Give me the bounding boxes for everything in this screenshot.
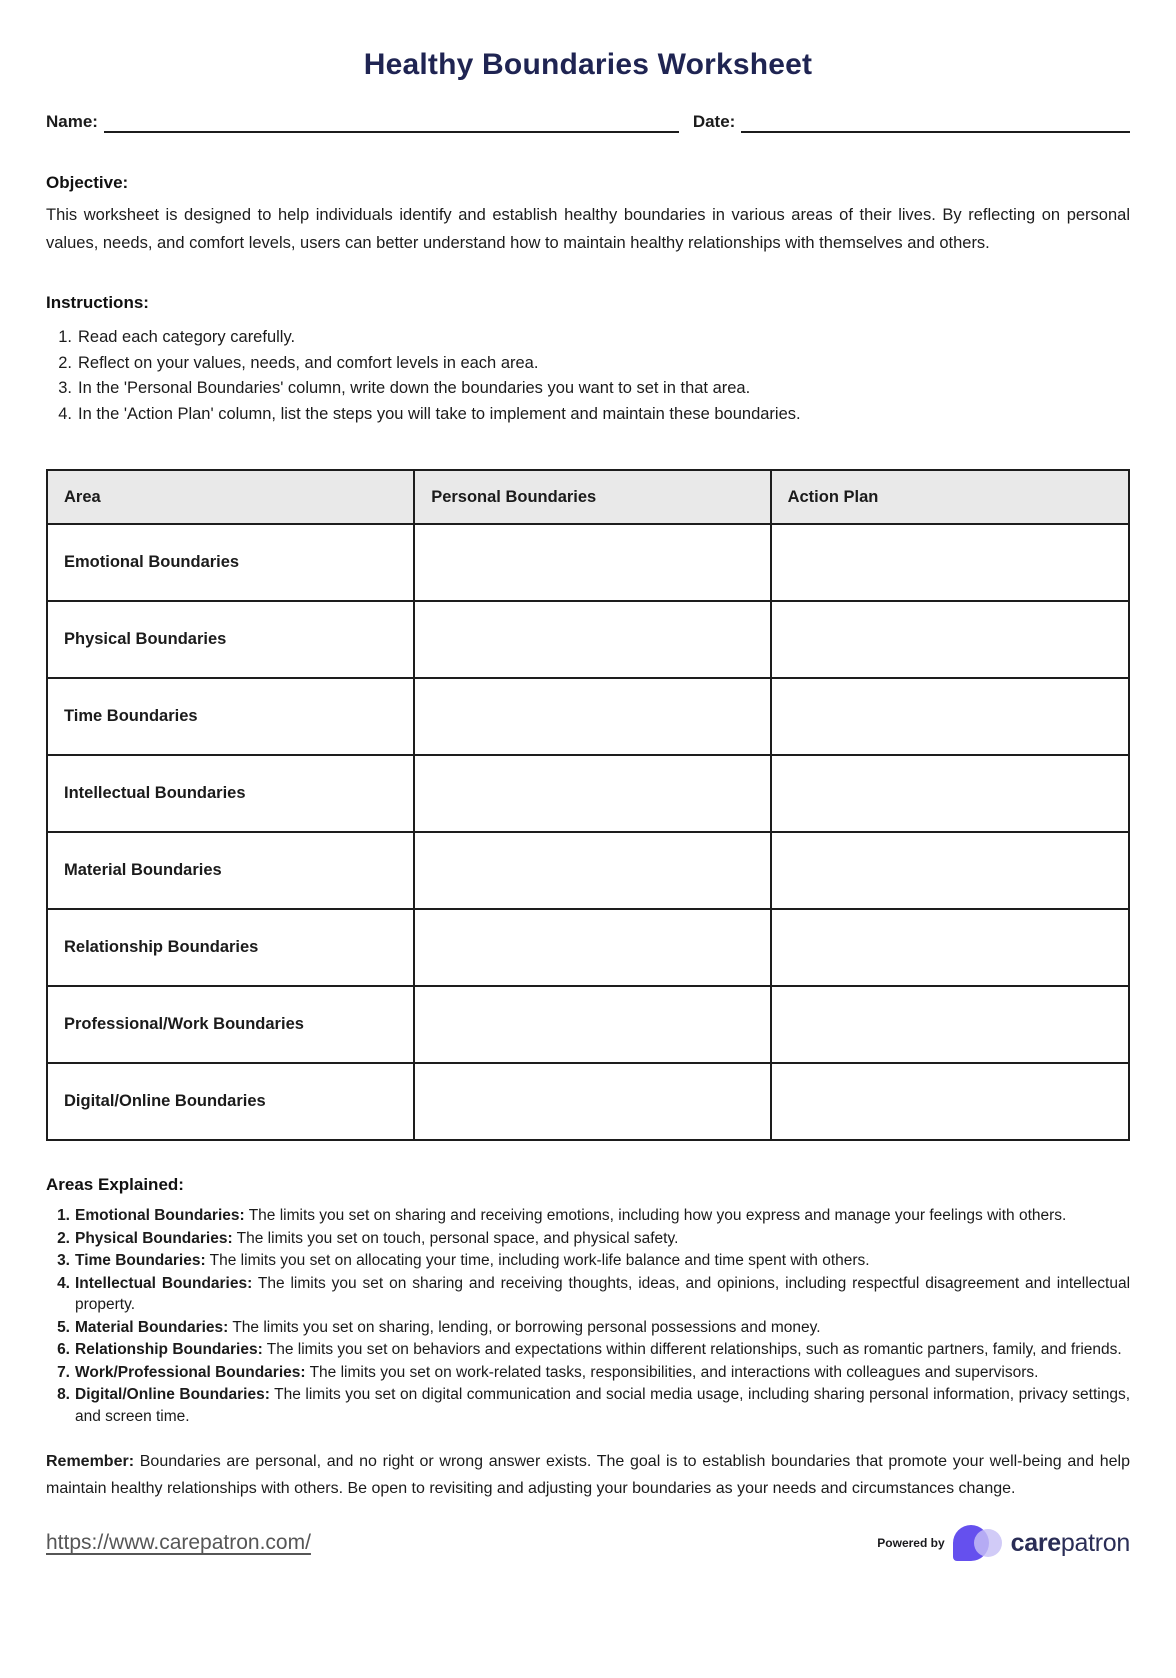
area-item-description: The limits you set on touch, personal space, and physical safety.	[236, 1229, 679, 1247]
name-label: Name:	[46, 112, 98, 131]
personal-boundaries-cell[interactable]	[415, 833, 771, 908]
instruction-number: 1.	[58, 328, 72, 346]
table-row	[48, 677, 1128, 754]
area-cell	[48, 987, 415, 1062]
table-row	[48, 600, 1128, 677]
powered-by-group	[877, 1522, 1130, 1564]
action-plan-cell[interactable]	[772, 525, 1128, 600]
area-label: Emotional Boundaries	[64, 553, 240, 571]
instruction-number: 3.	[58, 379, 72, 397]
table-row	[48, 985, 1128, 1062]
instruction-text: Reflect on your values, needs, and comfort levels in each area.	[78, 353, 539, 372]
area-item-text	[75, 1362, 1038, 1384]
instruction-item	[46, 351, 1130, 377]
name-date-row	[46, 112, 1130, 133]
area-item-number: 5.	[57, 1318, 70, 1336]
area-cell	[48, 1064, 415, 1139]
area-explained-item	[46, 1317, 1130, 1339]
name-field	[46, 112, 679, 133]
area-explained-item	[46, 1250, 1130, 1272]
logo-circle-shape	[974, 1529, 1002, 1557]
column-header-action-plan: Action Plan	[787, 487, 879, 506]
table-row	[48, 831, 1128, 908]
area-item-term: Digital/Online Boundaries:	[75, 1386, 270, 1403]
action-plan-cell[interactable]	[772, 833, 1128, 908]
instruction-text: Read each category carefully.	[78, 328, 296, 346]
table-row	[48, 908, 1128, 985]
table-row	[48, 1062, 1128, 1139]
area-cell	[48, 525, 415, 600]
area-item-description: The limits you set on sharing, lending, or borrowing personal possessions and money.	[232, 1318, 821, 1336]
personal-boundaries-cell[interactable]	[415, 1064, 771, 1139]
area-item-term: Work/Professional Boundaries:	[75, 1363, 306, 1381]
area-item-text	[75, 1250, 870, 1272]
area-cell	[48, 910, 415, 985]
column-header-personal-boundaries: Personal Boundaries	[415, 471, 771, 523]
area-explained-item	[46, 1384, 1130, 1427]
instruction-text: In the 'Action Plan' column, list the steps you will take to implement and maintain these boundaries.	[78, 404, 801, 423]
action-plan-cell[interactable]	[772, 602, 1128, 677]
area-label: Intellectual Boundaries	[64, 784, 246, 802]
objective-text: This worksheet is designed to help individuals identify and establish healthy boundaries in various areas of their lives. By reflecting on personal values, needs, and comfort levels, users can better understand how to maintain healthy relationships with themselves and others.	[46, 206, 1130, 252]
personal-boundaries-cell[interactable]	[415, 602, 771, 677]
area-cell	[48, 756, 415, 831]
page-title: Healthy Boundaries Worksheet	[363, 48, 813, 81]
page-footer	[46, 1522, 1130, 1564]
date-label: Date:	[692, 112, 736, 131]
action-plan-cell[interactable]	[772, 756, 1128, 831]
instructions-heading: Instructions:	[46, 293, 149, 312]
personal-boundaries-cell[interactable]	[415, 756, 771, 831]
table-header-row	[48, 471, 1128, 523]
instruction-number: 2.	[58, 353, 72, 372]
powered-by-label: Powered by	[877, 1536, 945, 1550]
area-label: Digital/Online Boundaries	[64, 1092, 266, 1110]
remember-label: Remember:	[46, 1453, 135, 1470]
action-plan-cell[interactable]	[772, 679, 1128, 754]
area-cell	[48, 833, 415, 908]
carepatron-wordmark	[1011, 1529, 1130, 1558]
area-explained-item	[46, 1362, 1130, 1384]
area-item-number: 4.	[57, 1274, 70, 1292]
area-item-term: Intellectual Boundaries:	[75, 1274, 253, 1292]
area-explained-item	[46, 1339, 1130, 1361]
instruction-item	[46, 325, 1130, 351]
table-row	[48, 754, 1128, 831]
area-item-text	[75, 1317, 821, 1339]
area-item-text	[75, 1384, 1130, 1427]
area-cell	[48, 602, 415, 677]
area-item-number: 6.	[57, 1341, 70, 1358]
remember-text: Boundaries are personal, and no right or wrong answer exists. The goal is to establish boundaries that promote your well-being and help maintain healthy relationships with others. Be open to revisiting and adjusting your boundaries as your needs and circumstances change.	[46, 1453, 1131, 1497]
areas-explained-list	[46, 1205, 1130, 1427]
area-item-text	[75, 1273, 1130, 1316]
action-plan-cell[interactable]	[772, 910, 1128, 985]
area-item-term: Relationship Boundaries:	[75, 1341, 263, 1358]
area-item-number: 3.	[57, 1252, 70, 1269]
area-item-term: Physical Boundaries:	[75, 1229, 233, 1247]
action-plan-cell[interactable]	[772, 1064, 1128, 1139]
objective-heading: Objective:	[46, 173, 129, 192]
carepatron-link[interactable]: https://www.carepatron.com/	[46, 1531, 311, 1554]
areas-explained-heading: Areas Explained:	[46, 1175, 184, 1194]
personal-boundaries-cell[interactable]	[415, 525, 771, 600]
area-item-number: 7.	[57, 1363, 70, 1381]
area-item-number: 1.	[57, 1207, 70, 1224]
area-item-description: The limits you set on sharing and receiving thoughts, ideas, and opinions, including respectful disagreement and intellectual property.	[75, 1274, 1131, 1313]
boundaries-table	[46, 469, 1130, 1141]
area-item-description: The limits you set on work-related tasks, responsibilities, and interactions with colleagues and supervisors.	[309, 1363, 1039, 1381]
area-item-text	[75, 1339, 1122, 1361]
area-explained-item	[46, 1205, 1130, 1227]
carepatron-logo-icon	[953, 1522, 1003, 1564]
personal-boundaries-cell[interactable]	[415, 910, 771, 985]
area-item-text	[75, 1205, 1066, 1227]
area-item-description: The limits you set on allocating your time, including work-life balance and time spent with others.	[209, 1252, 870, 1269]
area-item-description: The limits you set on behaviors and expectations within different relationships, such as romantic partners, family, and friends.	[266, 1341, 1122, 1358]
name-input-line[interactable]	[104, 113, 679, 133]
personal-boundaries-cell[interactable]	[415, 679, 771, 754]
remember-note	[46, 1449, 1130, 1502]
personal-boundaries-cell[interactable]	[415, 987, 771, 1062]
date-input-line[interactable]	[741, 113, 1130, 133]
area-item-text	[75, 1228, 678, 1250]
instruction-item	[46, 402, 1130, 428]
area-label: Physical Boundaries	[64, 630, 227, 648]
date-field	[693, 112, 1130, 133]
area-label: Material Boundaries	[64, 861, 222, 879]
instruction-item	[46, 376, 1130, 402]
area-explained-item	[46, 1228, 1130, 1250]
table-row	[48, 523, 1128, 600]
area-label: Professional/Work Boundaries	[64, 1015, 304, 1033]
area-item-description: The limits you set on sharing and receiving emotions, including how you express and manage your feelings with others.	[248, 1207, 1067, 1224]
worksheet-page	[0, 48, 1176, 1564]
wordmark-care: care	[1010, 1528, 1061, 1557]
area-label: Time Boundaries	[64, 707, 198, 725]
area-label: Relationship Boundaries	[64, 938, 259, 956]
area-explained-item	[46, 1273, 1130, 1316]
area-cell	[48, 679, 415, 754]
action-plan-cell[interactable]	[772, 987, 1128, 1062]
area-item-term: Emotional Boundaries:	[75, 1207, 245, 1224]
area-item-number: 8.	[57, 1386, 70, 1403]
column-header-area: Area	[48, 471, 415, 523]
wordmark-patron: patron	[1060, 1528, 1130, 1557]
instruction-text: In the 'Personal Boundaries' column, write down the boundaries you want to set in that area.	[78, 379, 751, 397]
area-item-number: 2.	[57, 1229, 70, 1247]
instruction-number: 4.	[58, 404, 72, 423]
instructions-list	[46, 325, 1130, 427]
area-item-description: The limits you set on digital communication and social media usage, including sharing personal information, privacy settings, and screen time.	[75, 1386, 1130, 1425]
area-item-term: Time Boundaries:	[75, 1252, 206, 1269]
area-item-term: Material Boundaries:	[75, 1318, 229, 1336]
